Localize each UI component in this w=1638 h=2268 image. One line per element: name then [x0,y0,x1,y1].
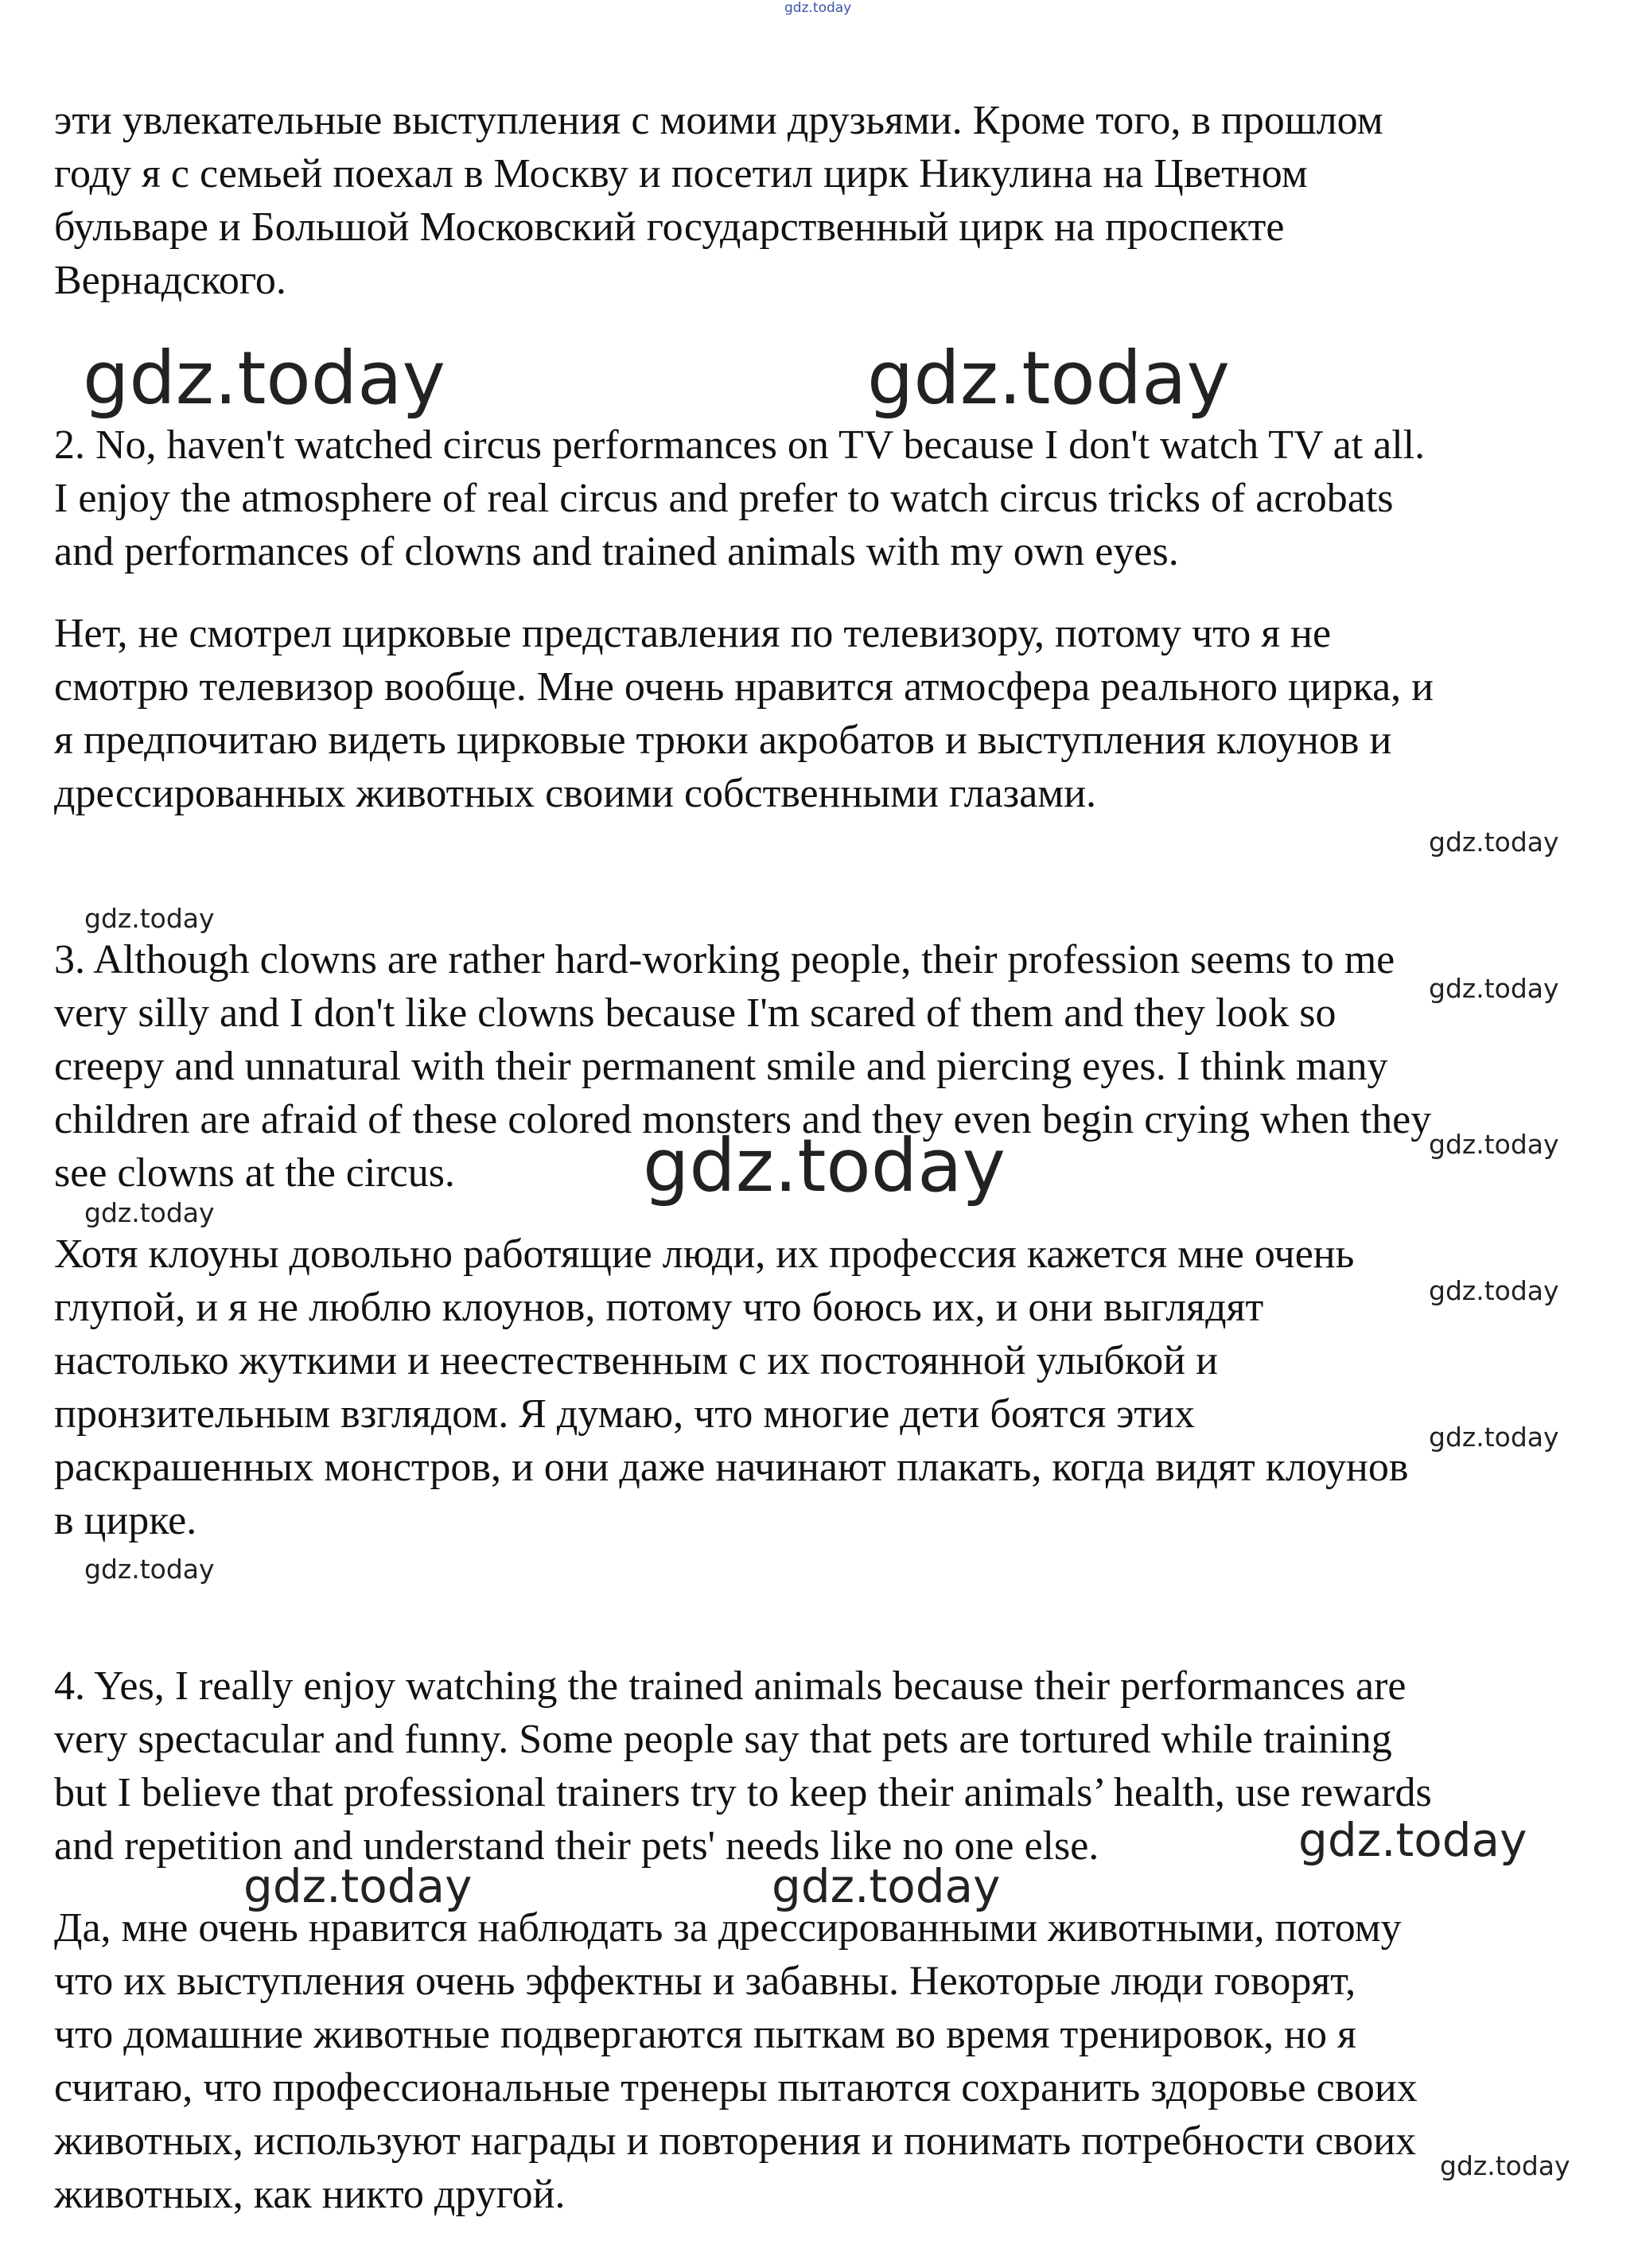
watermark-large-1: gdz.today [83,336,445,421]
answer-3-en: 3. Although clowns are rather hard-working people, their profession seems to me very silly and I don't like clowns because I'm scared of them and they look so creepy and unnatural with their permanent smile and piercing eyes. I think many children are afraid of these colored monsters and they even begin crying when they see clowns at the circus. [54,937,1432,1196]
watermark-large-2: gdz.today [867,336,1230,421]
watermark-medium-1: gdz.today [1298,1813,1527,1867]
watermark-small-3: gdz.today [1429,973,1559,1004]
watermark-small-1: gdz.today [1429,827,1559,858]
watermark-small-7: gdz.today [1429,1422,1559,1453]
watermark-medium-3: gdz.today [772,1859,1001,1913]
answer-4-ru: Да, мне очень нравится наблюдать за дрессированными животными, потому что их выступления очень эффектны и забавны. Некоторые люди говорят, что домашние животные подвергаются пыткам во время тренировок, но я считаю, что профессиональные тренеры пытаются сохранить здоровье своих животных, используют награды и повторения и понимать потребности своих животных, как никто другой. [54,1905,1418,2217]
watermark-top: gdz.today [784,0,852,16]
answer-3-ru: Хотя клоуны довольно работящие люди, их профессия кажется мне очень глупой, и я не люблю клоунов, потому что боюсь их, и они выглядят настолько жуткими и неестественным с их постоянной улыбкой и пронзительным взглядом. Я думаю, что многие дети боятся этих раскрашенных монстров, и они даже начинают плакать, когда видят клоунов в цирке. [54,1231,1409,1543]
answer-2-en: 2. No, haven't watched circus performances on TV because I don't watch TV at all. I enjoy the atmosphere of real circus and prefer to watch circus tricks of acrobats and performances of clowns and trained animals with my own eyes. [54,422,1426,574]
watermark-medium-2: gdz.today [243,1859,473,1913]
answer-4-en: 4. Yes, I really enjoy watching the trained animals because their performances are very spectacular and funny. Some people say that pets are tortured while training but I believe that professional trainers try to keep their animals’ health, use rewards and repetition and understand their pets' needs like no one else. [54,1663,1432,1869]
answer-2-ru: Нет, не смотрел цирковые представления по телевизору, потому что я не смотрю телевизор вообще. Мне очень нравится атмосфера реального цирка, и я предпочитаю видеть цирковые трюки акробатов и выступления клоунов и дрессированных животных своими собственными глазами. [54,611,1434,816]
watermark-small-4: gdz.today [1429,1129,1559,1160]
watermark-small-9: gdz.today [1440,2150,1570,2181]
watermark-small-6: gdz.today [1429,1275,1559,1306]
watermark-large-3: gdz.today [643,1123,1006,1208]
paragraph-intro-ru: эти увлекательные выступления с моими друзьями. Кроме того, в прошлом году я с семьей поехал в Москву и посетил цирк Никулина на Цветном бульваре и Большой Московский государственный цирк на проспекте Вернадского. [54,98,1383,303]
watermark-small-2: gdz.today [84,903,215,934]
watermark-small-5: gdz.today [84,1197,215,1228]
watermark-small-8: gdz.today [84,1554,215,1585]
